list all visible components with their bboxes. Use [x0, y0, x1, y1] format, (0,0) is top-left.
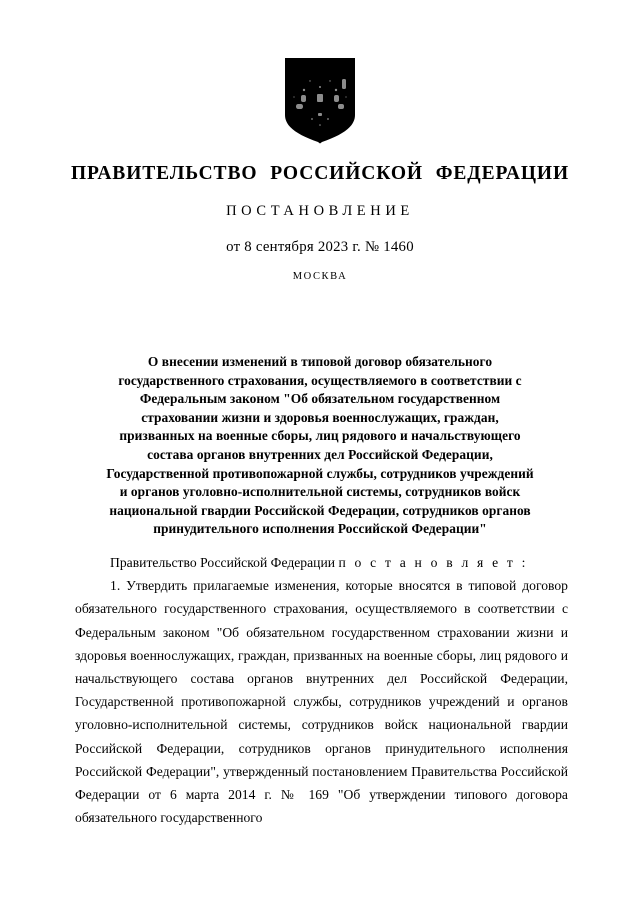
title-line: и органов уголовно-исполнительной системы, сотрудников войск — [119, 484, 521, 500]
document-subject-title — [70, 353, 570, 539]
clause-1-paragraph: 1. Утвердить прилагаемые изменения, которые вносятся в типовой договор обязательного государственного страхования, осуществляемого в соответствии с Федеральным законом "Об обязательном государственном страховании жизни и здоровья военнослужащих, граждан, призванных на военные сборы, лиц рядового и начальствующего состава органов внутренних дел Российской Федерации, Государственной противопожарной службы, сотрудников учреждений и органов уголовно-исполнительной системы, сотрудников войск национальной гвардии Российской Федерации, сотрудников органов принудительного исполнения Российской Федерации", утвержденный постановлением Правительства Российской Федерации от 6 марта 2014 г. № 169 "Об утверждении типового договора обязательного государственного — [75, 578, 568, 826]
title-line: принудительного исполнения Российской Федерации" — [153, 521, 487, 537]
coat-of-arms-container — [0, 57, 640, 145]
title-line: Государственной противопожарной службы, сотрудников учреждений — [106, 465, 534, 481]
document-kind: ПОСТАНОВЛЕНИЕ — [226, 203, 414, 220]
document-date-number: от 8 сентября 2023 г. № 1460 — [226, 239, 414, 256]
document-header — [0, 163, 640, 282]
title-line: страховании жизни и здоровья военнослужащих, граждан, — [141, 409, 499, 425]
preamble-prefix: Правительство Российской Федерации — [110, 555, 339, 570]
preamble-verb: п о с т а н о в л я е т : — [338, 555, 529, 570]
preamble-paragraph — [75, 551, 568, 574]
title-line: национальной гвардии Российской Федерации, сотрудников органов — [109, 502, 531, 518]
russian-coat-of-arms-icon — [284, 57, 356, 144]
title-line: призванных на военные сборы, лиц рядового и начальствующего — [119, 428, 521, 444]
title-line: государственного страхования, осуществляемого в соответствии с — [118, 372, 522, 388]
document-body — [75, 551, 568, 829]
title-line: состава органов внутренних дел Российской Федерации, — [147, 446, 493, 462]
title-line: О внесении изменений в типовой договор обязательного — [147, 354, 493, 369]
government-title: ПРАВИТЕЛЬСТВО РОССИЙСКОЙ ФЕДЕРАЦИИ — [70, 163, 570, 184]
document-city: МОСКВА — [292, 270, 348, 282]
title-line: Федеральным законом "Об обязательном государственном — [139, 391, 501, 407]
